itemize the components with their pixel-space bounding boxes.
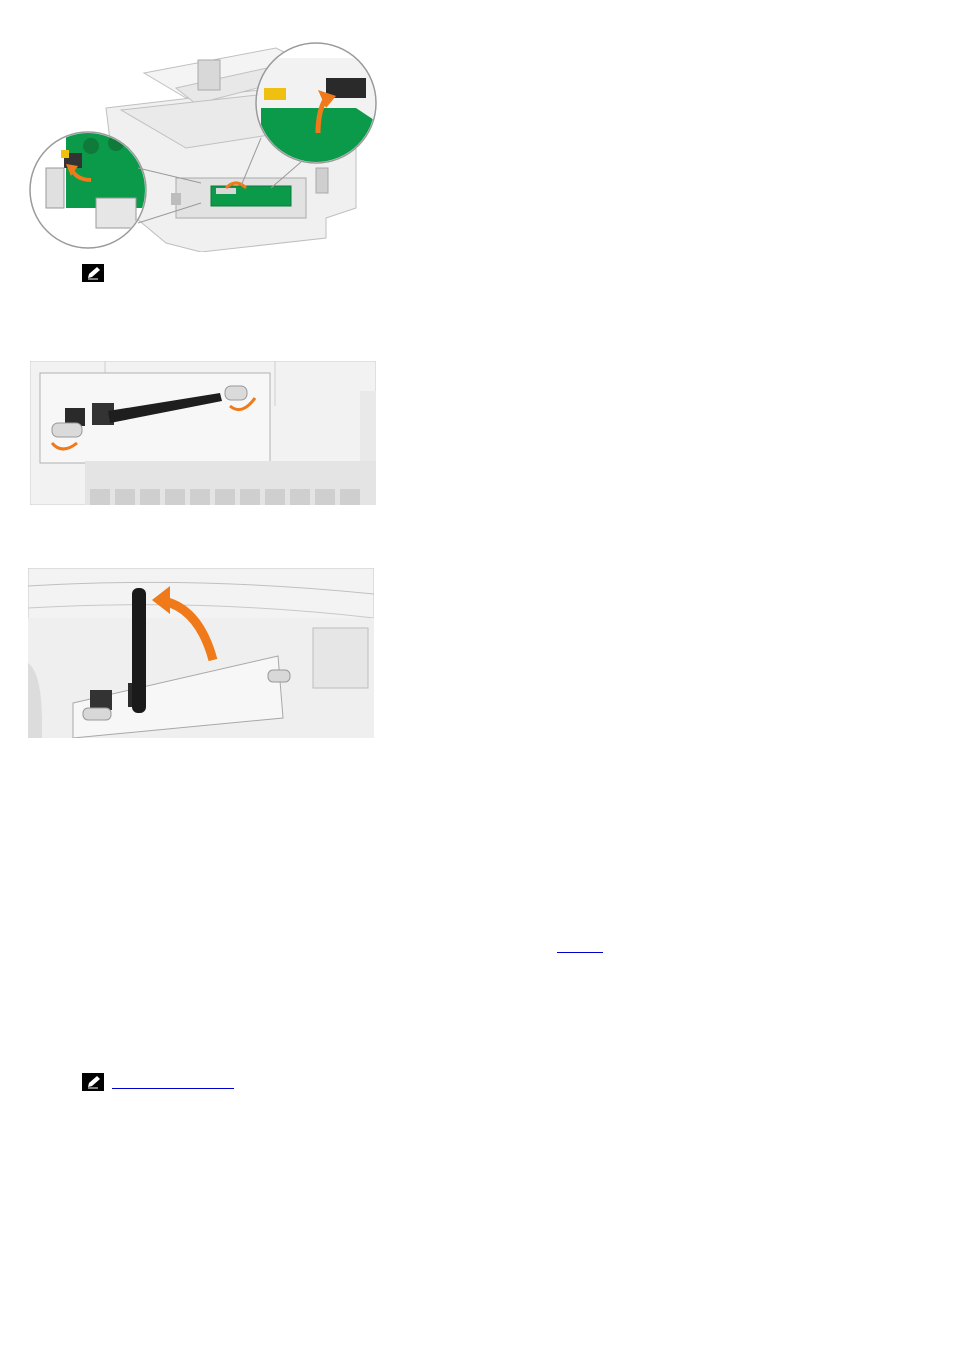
note-link-text[interactable] xyxy=(112,1088,234,1089)
figure-card-insertion xyxy=(26,38,378,252)
note-pencil-icon xyxy=(82,264,104,282)
note-2 xyxy=(82,1073,104,1096)
figure-card-screws xyxy=(30,361,376,505)
antenna-raise-image xyxy=(28,568,374,738)
inline-link-text[interactable] xyxy=(557,952,603,953)
card-screws-image xyxy=(30,361,376,505)
note-1 xyxy=(82,264,104,287)
inline-link-1[interactable] xyxy=(557,952,603,953)
printer-card-insert-image xyxy=(26,38,378,252)
note-pencil-icon xyxy=(82,1073,104,1091)
note-link-2[interactable] xyxy=(112,1088,234,1089)
figure-antenna-raise xyxy=(28,568,374,738)
